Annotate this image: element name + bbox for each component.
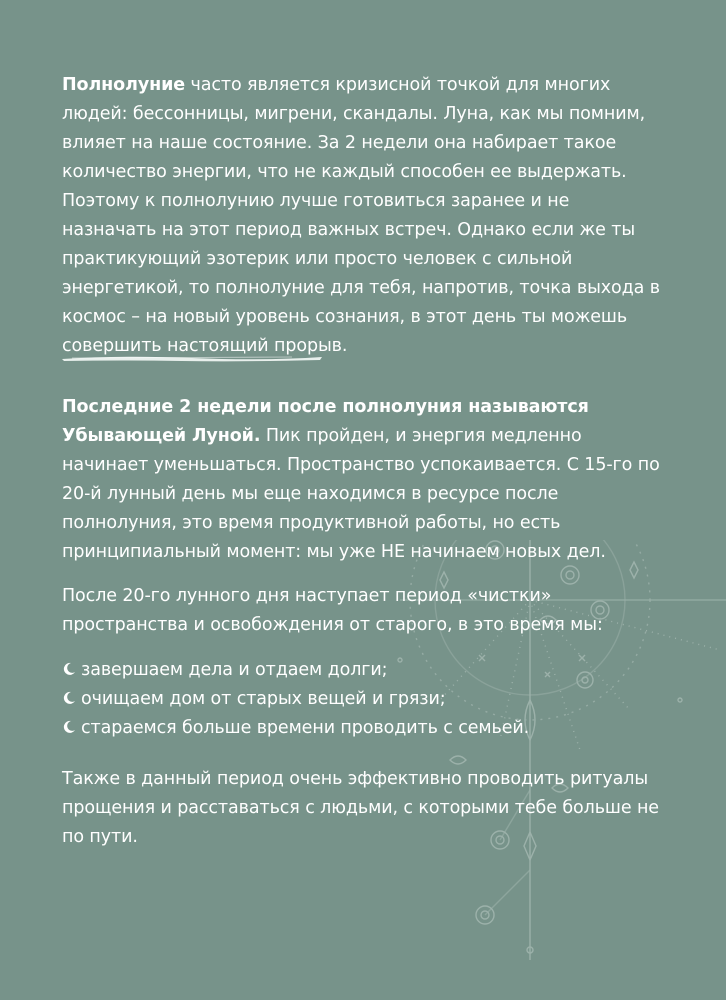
paragraph-full-moon — [62, 71, 662, 361]
cleansing-list — [62, 656, 662, 743]
paragraph-text: Также в данный период очень эффективно проводить ритуалы прощения и расставаться с людьми, с которыми тебе больше не по пути. — [62, 769, 659, 847]
paragraph-lead-bold: Последние 2 недели после полнолуния называются Убывающей Луной. — [62, 397, 589, 446]
paragraph-text: После 20-го лунного дня наступает период «чистки» пространства и освобождения от старого, в это время мы: — [62, 586, 603, 635]
crescent-moon-icon — [62, 720, 76, 734]
crescent-moon-icon — [62, 691, 76, 705]
crescent-moon-icon — [62, 662, 76, 676]
paragraph-lead-bold: Полнолуние — [62, 75, 186, 95]
paragraph-forgiveness — [62, 765, 662, 852]
list-item-text: очищаем дом от старых вещей и грязи; — [81, 689, 446, 709]
list-item — [62, 685, 662, 714]
brush-divider — [62, 352, 322, 364]
list-item-text: завершаем дела и отдаем долги; — [81, 660, 388, 680]
paragraph-waning-moon — [62, 393, 662, 567]
paragraph-text: Пик пройден, и энергия медленно начинает уменьшаться. Пространство успокаивается. С 15-го по 20-й лунный день мы еще находимся в ресурсе после полнолуния, это время продуктивной работы, но есть принципиальный момент: мы уже НЕ начинаем новых дел. — [62, 426, 660, 562]
paragraph-cleansing — [62, 582, 662, 640]
list-item — [62, 714, 662, 743]
paragraph-text: часто является кризисной точкой для многих людей: бессонницы, мигрени, скандалы. Луна, как мы помним, влияет на наше состояние. За 2 недели она набирает такое количество энергии, что не каждый способен ее выдержать. Поэтому к полнолунию лучше готовиться заранее и не назначать на этот период важных встреч. Однако если же ты практикующий эзотерик или просто человек с сильной энергетикой, то полнолуние для тебя, напротив, точка выхода в космос – на новый уровень сознания, в этот день ты можешь совершить настоящий прорыв. — [62, 75, 660, 356]
list-item — [62, 656, 662, 685]
list-item-text: стараемся больше времени проводить с семьей. — [81, 718, 530, 738]
